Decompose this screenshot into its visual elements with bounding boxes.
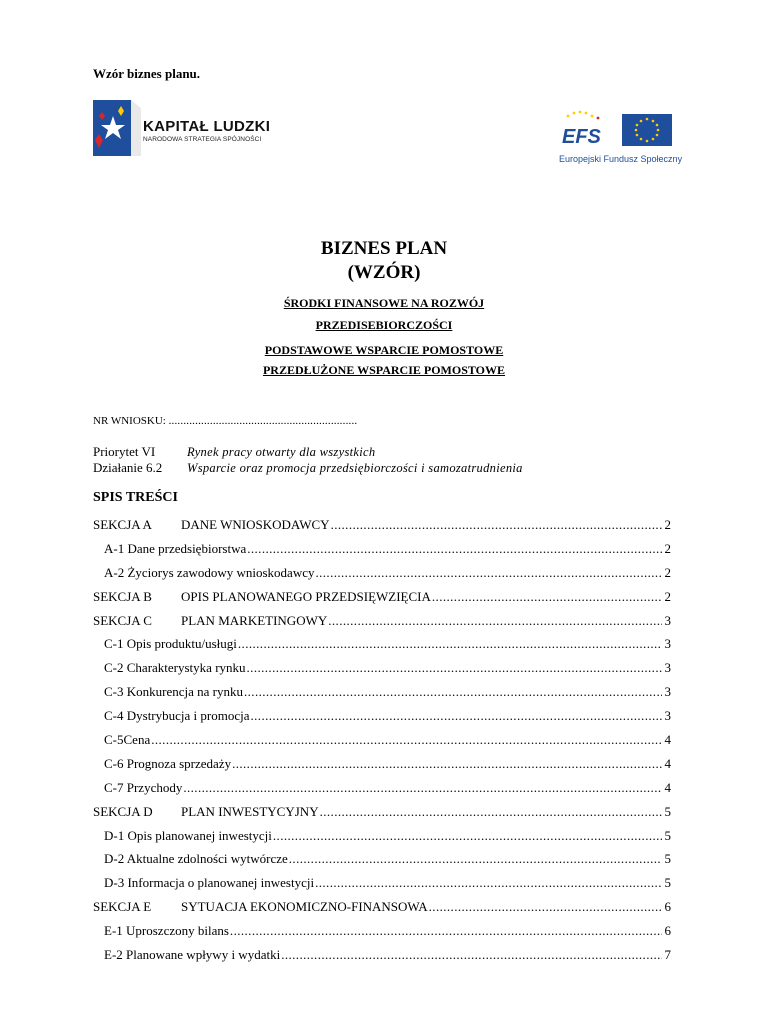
toc-dot-leader bbox=[251, 708, 662, 724]
toc-subsection-row[interactable] bbox=[93, 851, 671, 875]
toc-page-number: 6 bbox=[664, 899, 671, 915]
toc-section-row[interactable] bbox=[93, 804, 671, 828]
subtitle-2: PRZEDISEBIORCZOŚCI bbox=[315, 318, 453, 332]
toc-entry-label: A-1 Dane przedsiębiorstwa bbox=[104, 540, 247, 556]
toc-section-row[interactable] bbox=[93, 613, 671, 637]
action-value: Wsparcie oraz promocja przedsiębiorczości i samozatrudnienia bbox=[187, 461, 523, 475]
toc-page-number: 7 bbox=[664, 947, 671, 963]
toc-entry-label: PLAN MARKETINGOWY bbox=[181, 612, 328, 628]
toc-page-number: 5 bbox=[664, 875, 671, 891]
priority-value: Rynek pracy otwarty dla wszystkich bbox=[187, 445, 376, 459]
subtitle-1: ŚRODKI FINANSOWE NA ROZWÓJ bbox=[283, 296, 485, 310]
efs-mark-icon bbox=[558, 108, 678, 152]
toc-dot-leader bbox=[230, 923, 662, 939]
toc-dot-leader bbox=[244, 684, 662, 700]
toc-heading: SPIS TREŚCI bbox=[93, 490, 178, 505]
toc-dot-leader bbox=[281, 947, 661, 963]
toc-dot-leader bbox=[289, 851, 662, 867]
toc-page-number: 4 bbox=[664, 755, 671, 771]
toc-dot-leader bbox=[315, 875, 661, 891]
toc-subsection-row[interactable] bbox=[93, 636, 671, 660]
toc-entry-label: C-3 Konkurencja na rynku bbox=[104, 684, 243, 700]
toc-subsection-row[interactable] bbox=[93, 708, 671, 732]
toc-entry-label: D-1 Opis planowanej inwestycji bbox=[104, 827, 272, 843]
toc-entry-label: PLAN INWESTYCYJNY bbox=[181, 803, 319, 819]
toc-entry-label: A-2 Życiorys zawodowy wnioskodawcy bbox=[104, 564, 315, 580]
toc-page-number: 5 bbox=[664, 827, 671, 843]
toc-entry-label: SYTUACJA EKONOMICZNO-FINANSOWA bbox=[181, 899, 428, 915]
document-title-sub: (WZÓR) bbox=[347, 262, 421, 283]
toc-subsection-row[interactable] bbox=[93, 541, 671, 565]
toc-entry-label: C-7 Przychody bbox=[104, 779, 183, 795]
toc-section-row[interactable] bbox=[93, 589, 671, 613]
action-label: Działanie 6.2 bbox=[93, 460, 163, 475]
toc-dot-leader bbox=[331, 517, 662, 533]
application-number-dots: ................................................................ bbox=[168, 415, 358, 427]
toc-subsection-row[interactable] bbox=[93, 828, 671, 852]
efs-logo bbox=[558, 108, 683, 170]
toc-page-number: 2 bbox=[664, 540, 671, 556]
toc-dot-leader bbox=[320, 804, 662, 820]
toc-section-code: SEKCJA E bbox=[93, 899, 152, 915]
toc-dot-leader bbox=[328, 613, 661, 629]
toc-dot-leader bbox=[247, 660, 662, 676]
toc-entry-label: DANE WNIOSKODAWCY bbox=[181, 517, 330, 532]
toc-entry-label: C-5Cena bbox=[104, 732, 151, 748]
toc-entry-label: D-3 Informacja o planowanej inwestycji bbox=[104, 875, 315, 891]
toc-dot-leader bbox=[151, 732, 661, 748]
kapital-ludzki-mark-icon bbox=[93, 100, 141, 156]
toc-section-code: SEKCJA C bbox=[93, 612, 152, 628]
toc-page-number: 5 bbox=[664, 803, 671, 819]
toc-page-number: 3 bbox=[664, 684, 671, 700]
toc-subsection-row[interactable] bbox=[93, 660, 671, 684]
toc-dot-leader bbox=[183, 780, 661, 796]
toc-entry-label: C-6 Prognoza sprzedaży bbox=[104, 755, 232, 771]
toc-subsection-row[interactable] bbox=[93, 923, 671, 947]
toc-entry-label: E-2 Planowane wpływy i wydatki bbox=[104, 947, 281, 963]
toc-subsection-row[interactable] bbox=[93, 565, 671, 589]
toc-dot-leader bbox=[238, 636, 662, 652]
application-number bbox=[93, 415, 357, 427]
efs-mark-text: EFS bbox=[562, 126, 601, 148]
table-of-contents bbox=[93, 517, 671, 971]
toc-entry-label: OPIS PLANOWANEGO PRZEDSIĘWZIĘCIA bbox=[181, 588, 431, 604]
toc-dot-leader bbox=[247, 541, 661, 557]
efs-text: Europejski Fundusz Społeczny bbox=[559, 154, 683, 164]
toc-section-row[interactable] bbox=[93, 899, 671, 923]
toc-section-code: SEKCJA A bbox=[93, 517, 152, 532]
toc-subsection-row[interactable] bbox=[93, 875, 671, 899]
toc-dot-leader bbox=[273, 828, 662, 844]
toc-page-number: 3 bbox=[664, 612, 671, 628]
toc-page-number: 2 bbox=[664, 588, 671, 604]
toc-entry-label: E-1 Uproszczony bilans bbox=[104, 923, 229, 939]
toc-entry-label: D-2 Aktualne zdolności wytwórcze bbox=[104, 851, 288, 867]
toc-dot-leader bbox=[429, 899, 662, 915]
toc-page-number: 5 bbox=[664, 851, 671, 867]
toc-section-code: SEKCJA D bbox=[93, 803, 153, 819]
toc-entry-label: C-2 Charakterystyka rynku bbox=[104, 660, 246, 676]
toc-entry-label: C-4 Dystrybucja i promocja bbox=[104, 708, 250, 724]
toc-dot-leader bbox=[232, 756, 661, 772]
toc-page-number: 3 bbox=[664, 708, 671, 724]
toc-subsection-row[interactable] bbox=[93, 756, 671, 780]
subtitle-3: PODSTAWOWE WSPARCIE POMOSTOWE bbox=[264, 343, 504, 357]
priority-line bbox=[93, 444, 375, 460]
kapital-ludzki-logo bbox=[93, 100, 283, 156]
toc-page-number: 4 bbox=[664, 779, 671, 795]
toc-page-number: 4 bbox=[664, 732, 671, 748]
toc-dot-leader bbox=[315, 565, 661, 581]
kapital-ludzki-title: KAPITAŁ LUDZKI bbox=[143, 118, 271, 135]
toc-page-number: 2 bbox=[664, 564, 671, 580]
toc-section-code: SEKCJA B bbox=[93, 588, 152, 604]
kapital-ludzki-subtitle: NARODOWA STRATEGIA SPÓJNOŚCI bbox=[143, 136, 262, 143]
toc-subsection-row[interactable] bbox=[93, 780, 671, 804]
priority-label: Priorytet VI bbox=[93, 444, 156, 459]
subtitle-4: PRZEDŁUŻONE WSPARCIE POMOSTOWE bbox=[262, 363, 506, 377]
application-number-label: NR WNIOSKU: bbox=[93, 415, 166, 427]
toc-subsection-row[interactable] bbox=[93, 947, 671, 971]
document-title: BIZNES PLAN bbox=[320, 238, 448, 259]
intro-heading: Wzór biznes planu. bbox=[93, 66, 201, 81]
toc-page-number: 6 bbox=[664, 923, 671, 939]
toc-page-number: 3 bbox=[664, 636, 671, 652]
toc-section-row[interactable] bbox=[93, 517, 671, 541]
toc-entry-label: C-1 Opis produktu/usługi bbox=[104, 636, 237, 652]
toc-page-number: 3 bbox=[664, 660, 671, 676]
toc-subsection-row[interactable] bbox=[93, 732, 671, 756]
toc-subsection-row[interactable] bbox=[93, 684, 671, 708]
toc-dot-leader bbox=[432, 589, 662, 605]
action-line bbox=[93, 460, 523, 476]
toc-page-number: 2 bbox=[664, 517, 671, 532]
